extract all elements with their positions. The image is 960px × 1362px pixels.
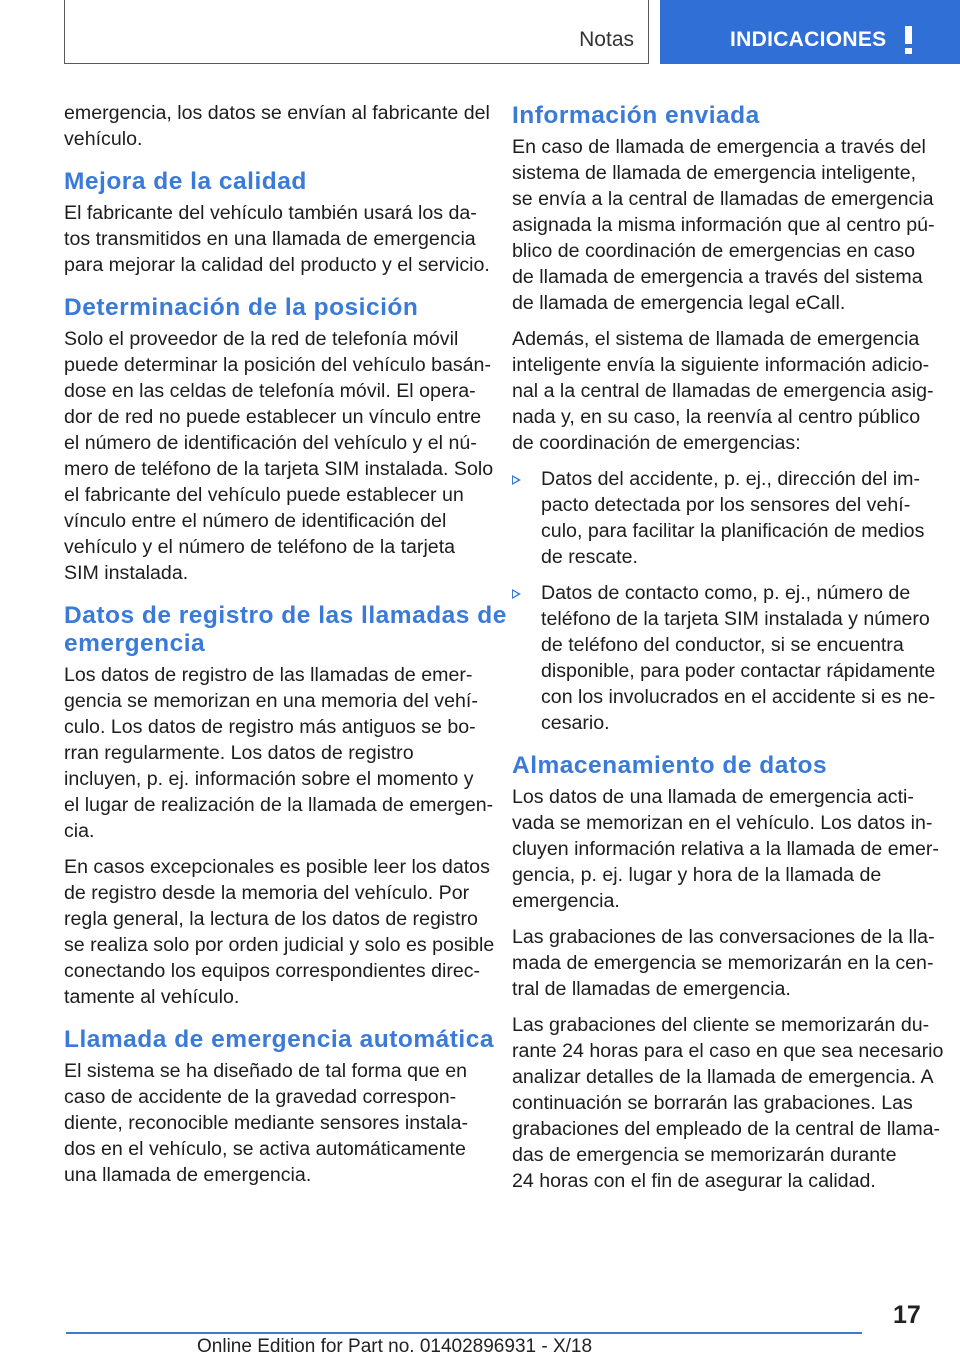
list-item <box>512 580 936 736</box>
text-line: dose en las celdas de telefonía móvil. El opera‐ <box>64 380 476 402</box>
text-line: vehículo. <box>64 128 143 150</box>
header-section-tab <box>660 0 960 64</box>
heading-determinacion-posicion: Determinación de la posición <box>64 294 419 321</box>
text-line: una llamada de emergencia. <box>64 1164 312 1186</box>
text-line: diente, reconocible mediante sensores instala‐ <box>64 1112 469 1134</box>
text-line: vada se memorizan en el vehículo. Los datos in‐ <box>512 812 933 834</box>
text-line: dos en el vehículo, se activa automáticamente <box>64 1138 466 1160</box>
paragraph <box>64 1058 478 1188</box>
text-line: En caso de llamada de emergencia a través del <box>512 136 926 158</box>
text-line: vehículo y el número de teléfono de la tarjeta <box>64 536 456 558</box>
footer-edition-text: Online Edition for Part no. 01402896931 - X/18 <box>197 1336 593 1357</box>
text-line: cia. <box>64 820 95 842</box>
heading-datos-registro <box>64 602 507 658</box>
text-line: tamente al vehículo. <box>64 986 240 1008</box>
text-line: inteligente envía la siguiente información adicio‐ <box>512 354 930 376</box>
left-column <box>64 100 507 1198</box>
text-line: caso de accidente de la gravedad correspon‐ <box>64 1086 457 1108</box>
text-line: analizar detalles de la llamada de emergencia. A <box>512 1066 934 1088</box>
text-line: En casos excepcionales es posible leer los datos <box>64 856 490 878</box>
text-line: blico de coordinación de emergencias en caso <box>512 240 916 262</box>
text-line: regla general, la lectura de los datos de registro <box>64 908 478 930</box>
text-line: El sistema se ha diseñado de tal forma que en <box>64 1060 468 1082</box>
text-line: emergencia. <box>512 890 620 912</box>
heading-almacenamiento-datos: Almacenamiento de datos <box>512 752 828 779</box>
text-line: de registro desde la memoria del vehículo. Por <box>64 882 470 904</box>
text-line: mero de teléfono de la tarjeta SIM instalada. Solo <box>64 458 494 480</box>
text-line: se realiza solo por orden judicial y solo es posible <box>64 934 495 956</box>
text-line: para mejorar la calidad del producto y el servicio. <box>64 254 490 276</box>
heading-mejora-calidad: Mejora de la calidad <box>64 168 307 195</box>
text-line: el lugar de realización de la llamada de emergen‐ <box>64 794 494 816</box>
text-line: conectando los equipos correspondientes direc‐ <box>64 960 481 982</box>
list-item-text <box>541 466 928 570</box>
text-line: Además, el sistema de llamada de emergencia <box>512 328 920 350</box>
text-line: 24 horas con el fin de asegurar la calidad. <box>512 1170 876 1192</box>
text-line: cluyen información relativa a la llamada de emer‐ <box>512 838 939 860</box>
text-line: culo, para facilitar la planificación de medios <box>541 520 925 542</box>
paragraph <box>64 326 494 586</box>
text-line: gencia se memorizan en una memoria del vehí‐ <box>64 690 478 712</box>
triangle-bullet-icon <box>512 589 521 599</box>
text-line: dor de red no puede establecer un vínculo entre <box>64 406 482 428</box>
text-line: rran regularmente. Los datos de registro <box>64 742 414 764</box>
text-line: tos transmitidos en una llamada de emergencia <box>64 228 476 250</box>
paragraph <box>64 662 494 844</box>
text-line: disponible, para poder contactar rápidamente <box>541 660 936 682</box>
paragraph <box>512 1012 944 1194</box>
paragraph <box>512 924 935 1002</box>
text-line: Datos de contacto como, p. ej., número de <box>541 582 911 604</box>
text-line: Datos de registro de las llamadas de <box>64 602 507 629</box>
footer-divider <box>66 1332 862 1334</box>
paragraph <box>512 326 934 456</box>
text-line: sistema de llamada de emergencia inteligente, <box>512 162 917 184</box>
text-line: SIM instalada. <box>64 562 189 584</box>
heading-informacion-enviada: Información enviada <box>512 102 760 129</box>
exclamation-icon <box>903 26 913 56</box>
text-line: mada de emergencia se memorizarán en la cen‐ <box>512 952 934 974</box>
text-line: rante 24 horas para el caso en que sea necesario <box>512 1040 944 1062</box>
text-line: Solo el proveedor de la red de telefonía móvil <box>64 328 459 350</box>
right-column <box>512 100 944 1204</box>
text-line: con los involucrados en el accidente si es ne‐ <box>541 686 936 708</box>
text-line: continuación se borrarán las grabaciones. Las <box>512 1092 913 1114</box>
text-line: emergencia, los datos se envían al fabricante del <box>64 102 490 124</box>
page-number: 17 <box>893 1301 921 1329</box>
text-line: nada y, en su caso, la reenvía al centro público <box>512 406 921 428</box>
text-line: de rescate. <box>541 546 638 568</box>
text-line: das de emergencia se memorizarán durante <box>512 1144 897 1166</box>
text-line: de teléfono del conductor, si se encuentra <box>541 634 904 656</box>
text-line: de coordinación de emergencias: <box>512 432 801 454</box>
text-line: incluyen, p. ej. información sobre el momento y <box>64 768 474 790</box>
text-line: el número de identificación del vehículo y el nú‐ <box>64 432 477 454</box>
paragraph <box>64 200 490 278</box>
text-line: grabaciones del empleado de la central de llama‐ <box>512 1118 941 1140</box>
text-line: teléfono de la tarjeta SIM instalada y número <box>541 608 930 630</box>
text-line: El fabricante del vehículo también usará los da‐ <box>64 202 477 224</box>
text-line: el fabricante del vehículo puede establecer un <box>64 484 464 506</box>
paragraph <box>64 100 490 152</box>
text-line: gencia, p. ej. lugar y hora de la llamada de <box>512 864 882 886</box>
list-item <box>512 466 928 570</box>
list-item-text <box>541 580 936 736</box>
text-line: pacto detectada por los sensores del vehí‐ <box>541 494 911 516</box>
text-line: de llamada de emergencia a través del sistema <box>512 266 923 288</box>
header-section-label: INDICACIONES <box>730 28 887 51</box>
text-line: se envía a la central de llamadas de emergencia <box>512 188 934 210</box>
header-notes-label: Notas <box>579 28 634 51</box>
text-line: tral de llamadas de emergencia. <box>512 978 791 1000</box>
text-line: culo. Los datos de registro más antiguos se bo‐ <box>64 716 476 738</box>
paragraph <box>64 854 495 1010</box>
text-line: Los datos de una llamada de emergencia acti‐ <box>512 786 914 808</box>
text-line: vínculo entre el número de identificación del <box>64 510 447 532</box>
text-line: cesario. <box>541 712 610 734</box>
text-line: asignada la misma información que al centro pú‐ <box>512 214 935 236</box>
heading-llamada-automatica: Llamada de emergencia automática <box>64 1026 494 1053</box>
text-line: Datos del accidente, p. ej., dirección del im‐ <box>541 468 920 490</box>
header-left-box <box>64 0 649 64</box>
text-line: nal a la central de llamadas de emergencia asig‐ <box>512 380 934 402</box>
text-line: emergencia <box>64 630 206 657</box>
text-line: de llamada de emergencia legal eCall. <box>512 292 846 314</box>
paragraph <box>512 134 935 316</box>
text-line: Los datos de registro de las llamadas de emer‐ <box>64 664 473 686</box>
triangle-bullet-icon <box>512 475 521 485</box>
bullet-list <box>512 466 936 736</box>
text-line: Las grabaciones del cliente se memorizarán du‐ <box>512 1014 930 1036</box>
text-line: Las grabaciones de las conversaciones de la lla‐ <box>512 926 935 948</box>
text-line: puede determinar la posición del vehículo basán‐ <box>64 354 491 376</box>
paragraph <box>512 784 939 914</box>
